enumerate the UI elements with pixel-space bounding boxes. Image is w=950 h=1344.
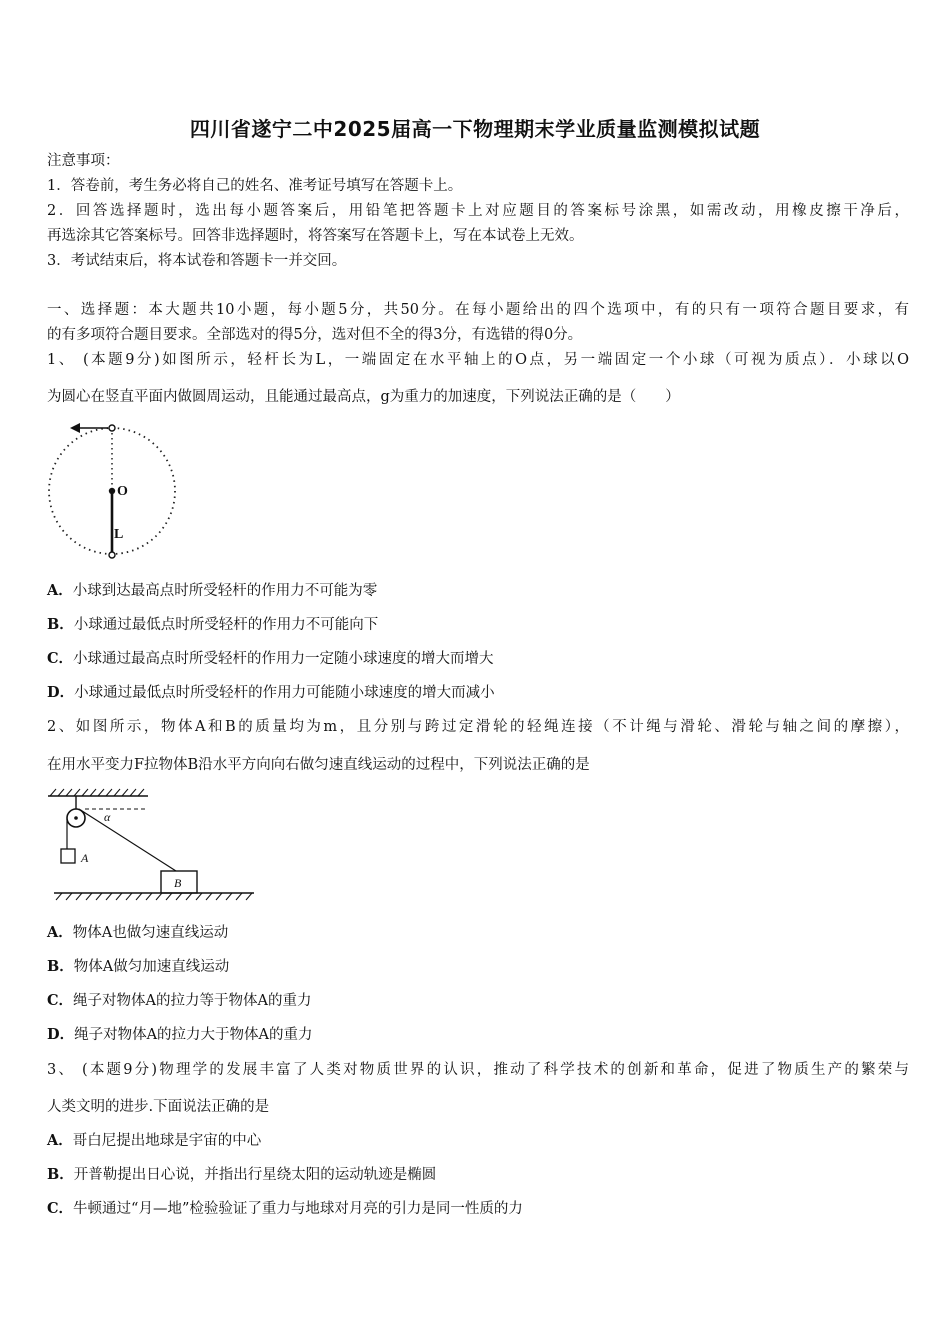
option-key: B． xyxy=(47,958,74,975)
rope-to-b xyxy=(79,809,176,871)
option-c xyxy=(47,649,909,669)
option-text: 小球到达最高点时所受轻杆的作用力不可能为零 xyxy=(72,583,378,599)
section-instructions: 一、选择题：本大题共10小题，每小题5分，共50分。在每小题给出的四个选项中，有的只有一项符合题目要求，有 xyxy=(47,302,909,318)
option-b xyxy=(47,957,909,977)
option-key: C． xyxy=(47,992,74,1009)
option-c xyxy=(47,991,909,1011)
option-key: C． xyxy=(47,650,74,667)
option-a xyxy=(47,1131,909,1151)
bottom-ball xyxy=(109,552,115,558)
option-d xyxy=(47,1025,909,1045)
option-text: 小球通过最低点时所受轻杆的作用力不可能向下 xyxy=(73,617,379,633)
option-text: 哥白尼提出地球是宇宙的中心 xyxy=(72,1133,262,1149)
option-a xyxy=(47,581,909,601)
ceiling-hatch xyxy=(50,789,144,796)
pulley-axle xyxy=(74,816,78,820)
notice-item: 3．考试结束后，将本试卷和答题卡一并交回。 xyxy=(47,253,347,269)
question-3-stem: 3、 (本题9分)物理学的发展丰富了人类对物质世界的认识，推动了科学技术的创新和革命，促进了物质生产的繁荣与 xyxy=(47,1062,909,1078)
question-3-stem: 人类文明的进步.下面说法正确的是 xyxy=(47,1099,270,1115)
ground-hatch xyxy=(56,893,252,900)
page-title: 四川省遂宁二中2025届高一下物理期末学业质量监测模拟试题 xyxy=(189,117,761,141)
pivot-point xyxy=(109,488,115,494)
notice-item: 再选涂其它答案标号。回答非选择题时，将答案写在答题卡上，写在本试卷上无效。 xyxy=(47,228,584,244)
option-text: 物体A做匀加速直线运动 xyxy=(73,959,230,975)
option-text: 开普勒提出日心说，并指出行星绕太阳的运动轨迹是椭圆 xyxy=(73,1167,437,1183)
block-b-label: B xyxy=(174,876,182,890)
option-key: C． xyxy=(47,1200,74,1217)
option-key: D． xyxy=(47,1026,75,1043)
option-text: 绳子对物体A的拉力大于物体A的重力 xyxy=(74,1027,313,1043)
option-text: 小球通过最高点时所受轻杆的作用力一定随小球速度的增大而增大 xyxy=(73,651,494,667)
velocity-arrow-head xyxy=(70,423,80,433)
top-ball xyxy=(109,425,115,431)
option-key: B． xyxy=(47,1166,74,1183)
question-2-stem: 2、如图所示，物体A和B的质量均为m，且分别与跨过定滑轮的轻绳连接（不计绳与滑轮、滑轮与轴之间的摩擦）， xyxy=(47,719,909,735)
option-b xyxy=(47,615,909,635)
rod-label: L xyxy=(114,527,124,542)
notice-item: 2．回答选择题时，选出每小题答案后，用铅笔把答题卡上对应题目的答案标号涂黑，如需改动，用橡皮擦干净后， xyxy=(47,203,909,219)
option-text: 小球通过最低点时所受轻杆的作用力可能随小球速度的增大而减小 xyxy=(74,685,495,701)
block-a xyxy=(61,849,75,863)
option-text: 牛顿通过“月—地”检验验证了重力与地球对月亮的引力是同一性质的力 xyxy=(73,1201,523,1217)
option-key: A． xyxy=(47,582,73,599)
notice-heading: 注意事项： xyxy=(47,153,120,169)
section-instructions: 的有多项符合题目要求。全部选对的得5分，选对但不全的得3分，有选错的得0分。 xyxy=(47,327,583,343)
option-key: A． xyxy=(47,1132,73,1149)
option-key: B． xyxy=(47,616,74,633)
option-key: A． xyxy=(47,924,73,941)
question-2-stem: 在用水平变力F拉物体B沿水平方向向右做匀速直线运动的过程中，下列说法正确的是 xyxy=(47,757,590,773)
circular-motion-figure xyxy=(44,418,184,568)
option-text: 绳子对物体A的拉力等于物体A的重力 xyxy=(73,993,312,1009)
block-a-label: A xyxy=(81,851,89,865)
option-c xyxy=(47,1199,909,1219)
option-key: D． xyxy=(47,684,75,701)
angle-label: α xyxy=(104,810,111,824)
option-a xyxy=(47,923,909,943)
option-text: 物体A也做匀速直线运动 xyxy=(72,925,229,941)
center-label: O xyxy=(117,484,128,499)
option-d xyxy=(47,683,909,703)
question-1-stem: 1、 (本题9分)如图所示，轻杆长为L，一端固定在水平轴上的O点，另一端固定一个小球（可视为质点）．小球以O xyxy=(47,352,909,368)
notice-item: 1．答卷前，考生务必将自己的姓名、准考证号填写在答题卡上。 xyxy=(47,178,463,194)
question-1-stem: 为圆心在竖直平面内做圆周运动，且能通过最高点，g为重力的加速度，下列说法正确的是（ ） xyxy=(47,389,680,405)
option-b xyxy=(47,1165,909,1185)
pulley-figure xyxy=(44,785,259,905)
